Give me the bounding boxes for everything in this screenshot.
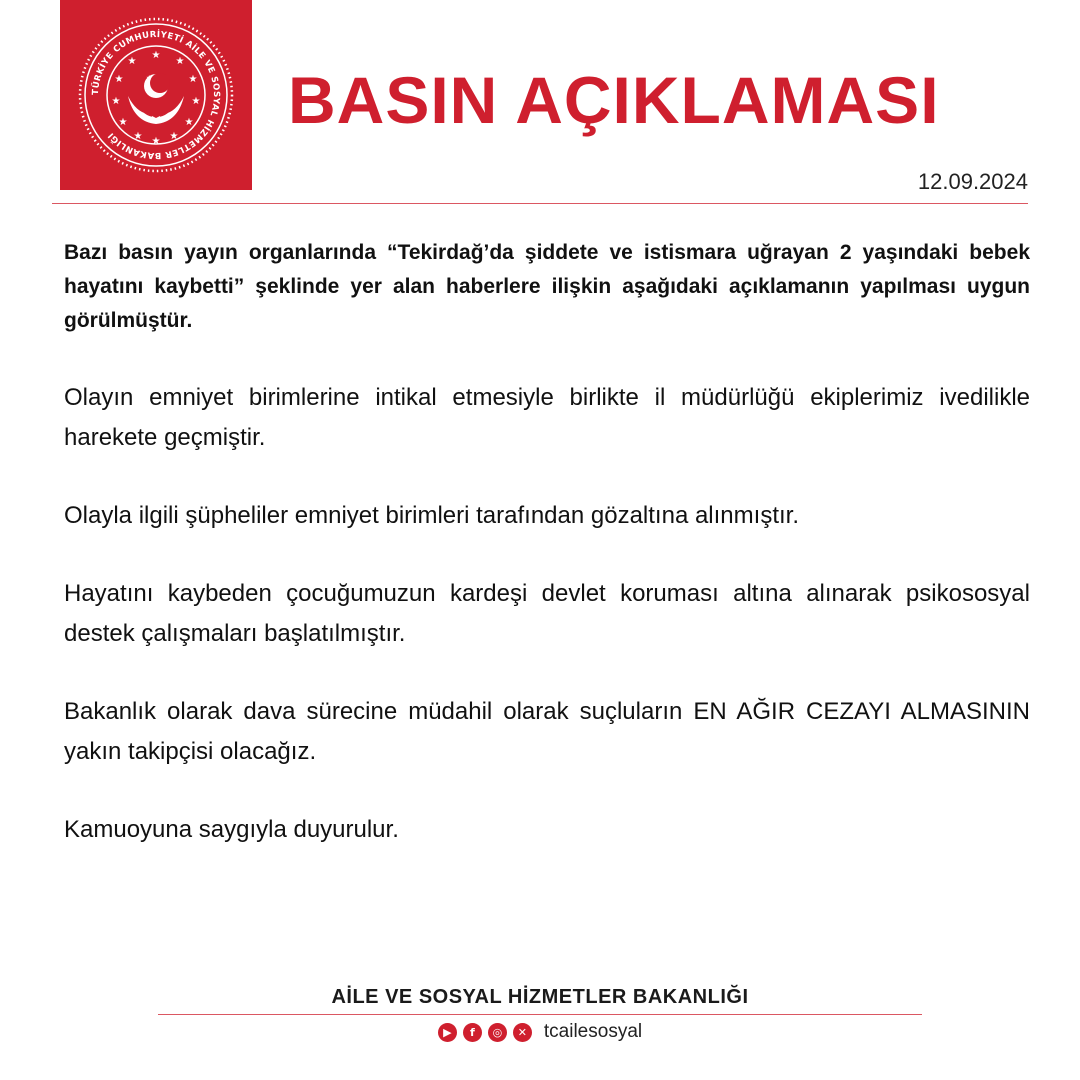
body-paragraph-3: Hayatını kaybeden çocuğumuzun kardeşi devlet koruması altına alınarak psikososyal destek çalışmaları başlatılmıştır. [64,580,1030,647]
x-icon[interactable]: ✕ [513,1023,532,1042]
svg-text:★: ★ [184,117,194,128]
social-links [0,1021,1080,1043]
header-divider [52,203,1028,204]
ministry-name: AİLE VE SOSYAL HİZMETLER BAKANLIĞI [331,986,749,1008]
body-paragraph-2: Olayla ilgili şüpheliler emniyet birimleri tarafından gözaltına alınmıştır. [64,502,799,529]
instagram-icon[interactable]: ◎ [488,1023,507,1042]
svg-text:★: ★ [151,136,161,147]
svg-text:★: ★ [118,117,128,128]
youtube-icon[interactable]: ▶ [438,1023,457,1042]
social-handle[interactable]: tcailesosyal [543,1021,643,1042]
svg-text:★: ★ [133,131,143,142]
closing-paragraph: Kamuoyuna saygıyla duyurulur. [64,816,399,843]
svg-text:★: ★ [169,131,179,142]
svg-text:★: ★ [151,50,161,61]
svg-text:★: ★ [127,56,137,67]
body-paragraph-1: Olayın emniyet birimlerine intikal etmesiyle birlikte il müdürlüğü ekiplerimiz ivedilikle harekete geçmiştir. [64,384,1030,451]
logo-ring-text: TÜRKİYE CUMHURİYETİ AİLE VE SOSYAL HİZMETLER BAKANLIĞI [90,29,222,161]
facebook-icon[interactable]: f [463,1023,482,1042]
statement-body [64,236,1030,888]
body-paragraph-4: Bakanlık olarak dava sürecine müdahil olarak suçluların EN AĞIR CEZAYI ALMASININ yakın takipçisi olacağız. [64,698,1030,765]
release-date: 12.09.2024 [917,169,1028,194]
svg-text:★: ★ [188,74,198,85]
footer-divider [158,1014,922,1015]
ministry-logo [60,0,252,190]
intro-paragraph: Bazı basın yayın organlarında “Tekirdağ’da şiddete ve istismara uğrayan 2 yaşındaki bebek hayatını kaybetti” şeklinde yer alan haberlere ilişkin aşağıdaki açıklamanın yapılması uygun görülmüştür. [64,241,1030,332]
page-title: BASIN AÇIKLAMASI [288,63,940,137]
svg-text:★: ★ [175,56,185,67]
ministry-emblem-icon [60,0,252,190]
svg-text:★: ★ [111,96,121,107]
svg-text:★: ★ [146,74,153,82]
svg-text:★: ★ [114,74,124,85]
svg-text:★: ★ [191,96,201,107]
